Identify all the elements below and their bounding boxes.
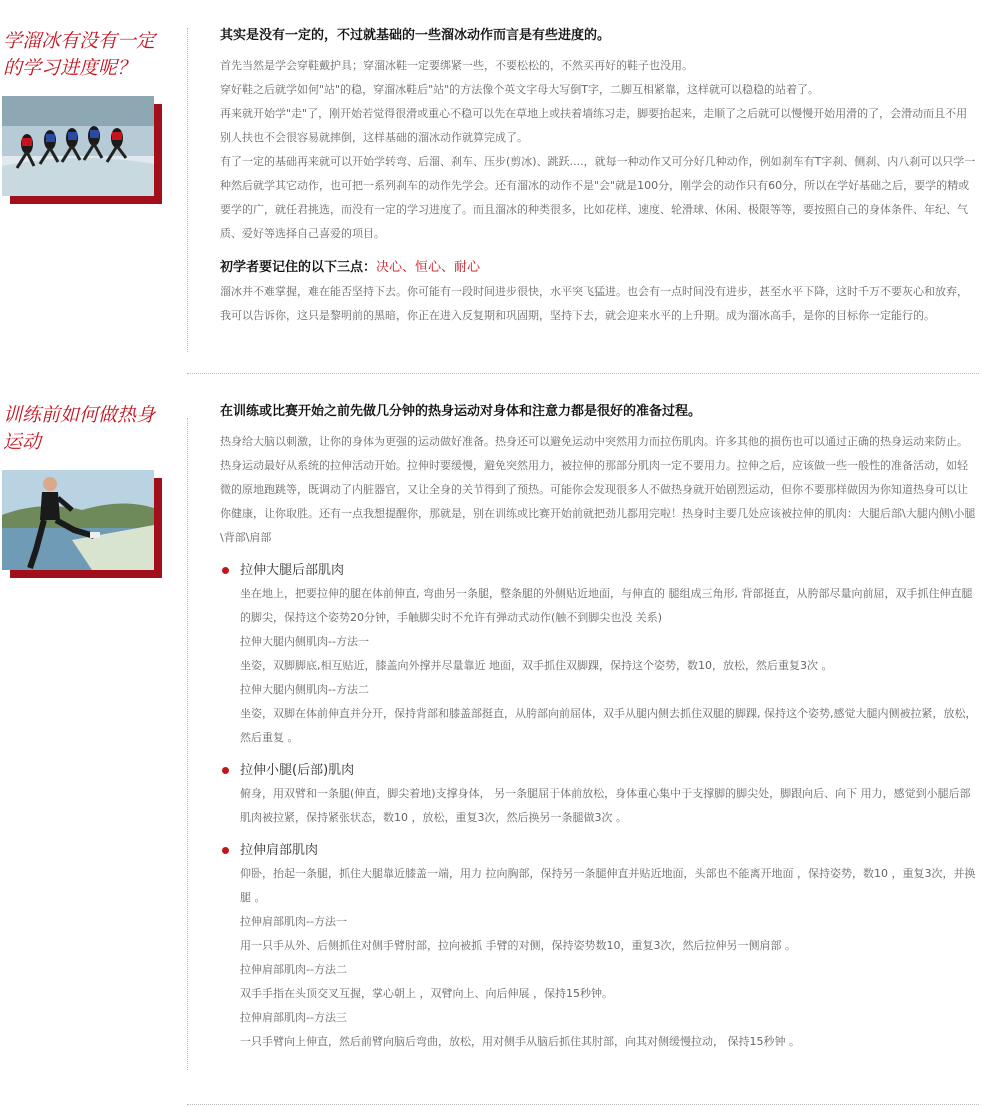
paragraph: 热身运动最好从系统的拉伸活动开始。拉伸时要缓慢，避免突然用力，被拉伸的那部分肌肉一定不要用力。拉伸之后，应该做一些一般性的准备活动，如轻微的原地跑跳等，既调动了内脏器官，又让全身的关节得到了预热。可能你会发现很多人不做热身就开始剧烈运动，但你不要那样做因为你知道热身可以让你健康，让你取胜。还有一点我想提醒你，那就是，别在训练或比赛开始前就把劲儿都用完啦！热身时主要几处应该被拉伸的肌肉：大腿后部\大腿内侧\小腿\背部\肩部 bbox=[220, 459, 976, 544]
stretching-image bbox=[2, 470, 154, 570]
section-separator bbox=[187, 373, 979, 374]
skaters-image bbox=[2, 96, 154, 196]
bullet-dot-icon bbox=[222, 567, 229, 574]
vertical-divider bbox=[187, 28, 188, 352]
vertical-divider bbox=[187, 418, 188, 1070]
sub-heading-prefix: 初学者要记住的以下三点： bbox=[220, 260, 377, 275]
bullet-line: 拉伸大腿内侧肌肉--方法二 bbox=[240, 683, 369, 696]
bullet-title-text: 拉伸大腿后部肌肉 bbox=[240, 563, 345, 578]
bullet-dot-icon bbox=[222, 847, 229, 854]
bullet-title bbox=[220, 760, 978, 782]
bullet-line: 拉伸肩部肌肉--方法三 bbox=[240, 1011, 347, 1024]
bullet-body bbox=[220, 862, 978, 1054]
section-content bbox=[220, 26, 978, 328]
bullet-title-text: 拉伸肩部肌肉 bbox=[240, 843, 319, 858]
skaters-photo bbox=[2, 96, 157, 200]
bullet-dot-icon bbox=[222, 767, 229, 774]
bullet-body bbox=[220, 582, 978, 750]
paragraph: 穿好鞋之后就学如何"站"的稳，穿溜冰鞋后"站"的方法像个英文字母大写倒T字，二脚互相紧靠，这样就可以稳稳的站着了。 bbox=[220, 83, 819, 96]
bullet-line: 一只手臂向上伸直，然后前臂向脑后弯曲，放松，用对侧手从脑后抓住其肘部，向其对侧缓慢拉动， 保持15秒钟 。 bbox=[240, 1035, 800, 1048]
bullet-line: 用一只手从外、后侧抓住对侧手臂肘部，拉向被抓 手臂的对侧，保持姿势数10，重复3次，然后拉伸另一侧肩部 。 bbox=[240, 939, 796, 952]
section-skating-progress bbox=[0, 0, 982, 372]
bullet-line: 坐姿，双脚脚底,相互贴近，膝盖向外撑并尽量靠近 地面，双手抓住双脚踝，保持这个姿势，数10，放松，然后重复3次 。 bbox=[240, 659, 833, 672]
sub-heading-highlight: 决心、恒心、耐心 bbox=[376, 260, 481, 275]
section-title-warmup: 训练前如何做热身运动 bbox=[3, 404, 156, 453]
bullet-line: 拉伸大腿内侧肌肉--方法一 bbox=[240, 635, 369, 648]
bullet-line: 仰卧，抬起一条腿，抓住大腿靠近膝盖一端，用力 拉向胸部，保持另一条腿伸直并贴近地面，头部也不能离开地面 ，保持姿势，数10 ，重复3次，并换腿 。 bbox=[240, 867, 976, 904]
sub-heading bbox=[220, 258, 978, 278]
paragraph: 热身给大脑以刺激，让你的身体为更强的运动做好准备。热身还可以避免运动中突然用力而拉伤肌肉。许多其他的损伤也可以通过正确的热身运动来防止。 bbox=[220, 435, 968, 448]
section-title-skating-progress: 学溜冰有没有一定的学习进度呢？ bbox=[3, 30, 156, 79]
bullet-line: 拉伸肩部肌肉--方法一 bbox=[240, 915, 347, 928]
bullet-body bbox=[220, 782, 978, 830]
paragraph: 再来就开始学"走"了，刚开始若觉得很滑或重心不稳可以先在草地上或扶着墙练习走，脚要抬起来，走顺了之后就可以慢慢开始用滑的了，会滑动而且不用别人扶也不会很容易就摔倒，这样基础的溜冰动作就算完成了。 bbox=[220, 107, 968, 144]
stretching-photo bbox=[2, 470, 157, 574]
paragraph: 溜冰并不难掌握，难在能否坚持下去。你可能有一段时间进步很快，水平突飞猛进。也会有一点时间没有进步，甚至水平下降，这时千万不要灰心和放弃，我可以告诉你，这只是黎明前的黑暗，你正在进入反复期和巩固期，坚持下去，就会迎来水平的上升期。成为溜冰高手，是你的目标你一定能行的。 bbox=[220, 285, 968, 322]
section-separator bbox=[187, 1104, 979, 1105]
bullet-line: 双手手指在头顶交叉互握，掌心朝上 ，双臂向上、向后伸展 ，保持15秒钟。 bbox=[240, 987, 613, 1000]
bullet-item bbox=[220, 560, 978, 750]
bullet-line: 拉伸肩部肌肉--方法二 bbox=[240, 963, 347, 976]
bullet-line: 俯身，用双臂和一条腿(伸直，脚尖着地)支撑身体， 另一条腿屈于体前放松，身体重心集中于支撑脚的脚尖处，脚跟向后、向下 用力，感觉到小腿后部肌肉被拉紧，保持紧张状态，数10 ，放松，重复3次，然后换另一条腿做3次 。 bbox=[240, 787, 971, 824]
bullet-item bbox=[220, 760, 978, 830]
section-warmup bbox=[0, 390, 982, 1090]
section-heading: 在训练或比赛开始之前先做几分钟的热身运动对身体和注意力都是很好的准备过程。 bbox=[220, 404, 702, 419]
bullet-line: 坐在地上，把要拉伸的腿在体前伸直, 弯曲另一条腿，整条腿的外侧贴近地面，与伸直的 腿组成三角形, 背部挺直，从胯部尽量向前屈，双手抓住伸直腿的脚尖，保持这个姿势20分钟，手触脚尖时不允许有弹动式动作(触不到脚尖也没 关系) bbox=[240, 587, 973, 624]
bullet-title bbox=[220, 560, 978, 582]
section-content bbox=[220, 402, 978, 1054]
section-heading: 其实是没有一定的，不过就基础的一些溜冰动作而言是有些进度的。 bbox=[220, 28, 611, 43]
bullet-title-text: 拉伸小腿(后部)肌肉 bbox=[240, 763, 355, 778]
bullet-line: 坐姿，双脚在体前伸直并分开，保持背部和膝盖部挺直，从胯部向前屈体，双手从腿内侧去抓住双腿的脚踝, 保持这个姿势,感觉大腿内侧被拉紧，放松，然后重复 。 bbox=[240, 707, 977, 744]
paragraph: 首先当然是学会穿鞋戴护具；穿溜冰鞋一定要绑紧一些，不要松松的，不然买再好的鞋子也没用。 bbox=[220, 59, 693, 72]
bullet-title bbox=[220, 840, 978, 862]
bullet-item bbox=[220, 840, 978, 1054]
paragraph: 有了一定的基础再来就可以开始学转弯、后溜、刹车、压步(剪冰)、跳跃....，就每一种动作又可分好几种动作，例如刹车有T字刹、侧刹、内八刹可以只学一种然后就学其它动作，也可把一系列刹车的动作先学会。还有溜冰的动作不是"会"就是100分，刚学会的动作只有60分，所以在学好基础之后，要学的精或要学的广，就任君挑选，而没有一定的学习进度了。而且溜冰的种类很多，比如花样、速度、轮滑球、休闲、极限等等，要按照自己的身体条件、年纪、气质、爱好等选择自己喜爱的项目。 bbox=[220, 155, 976, 240]
